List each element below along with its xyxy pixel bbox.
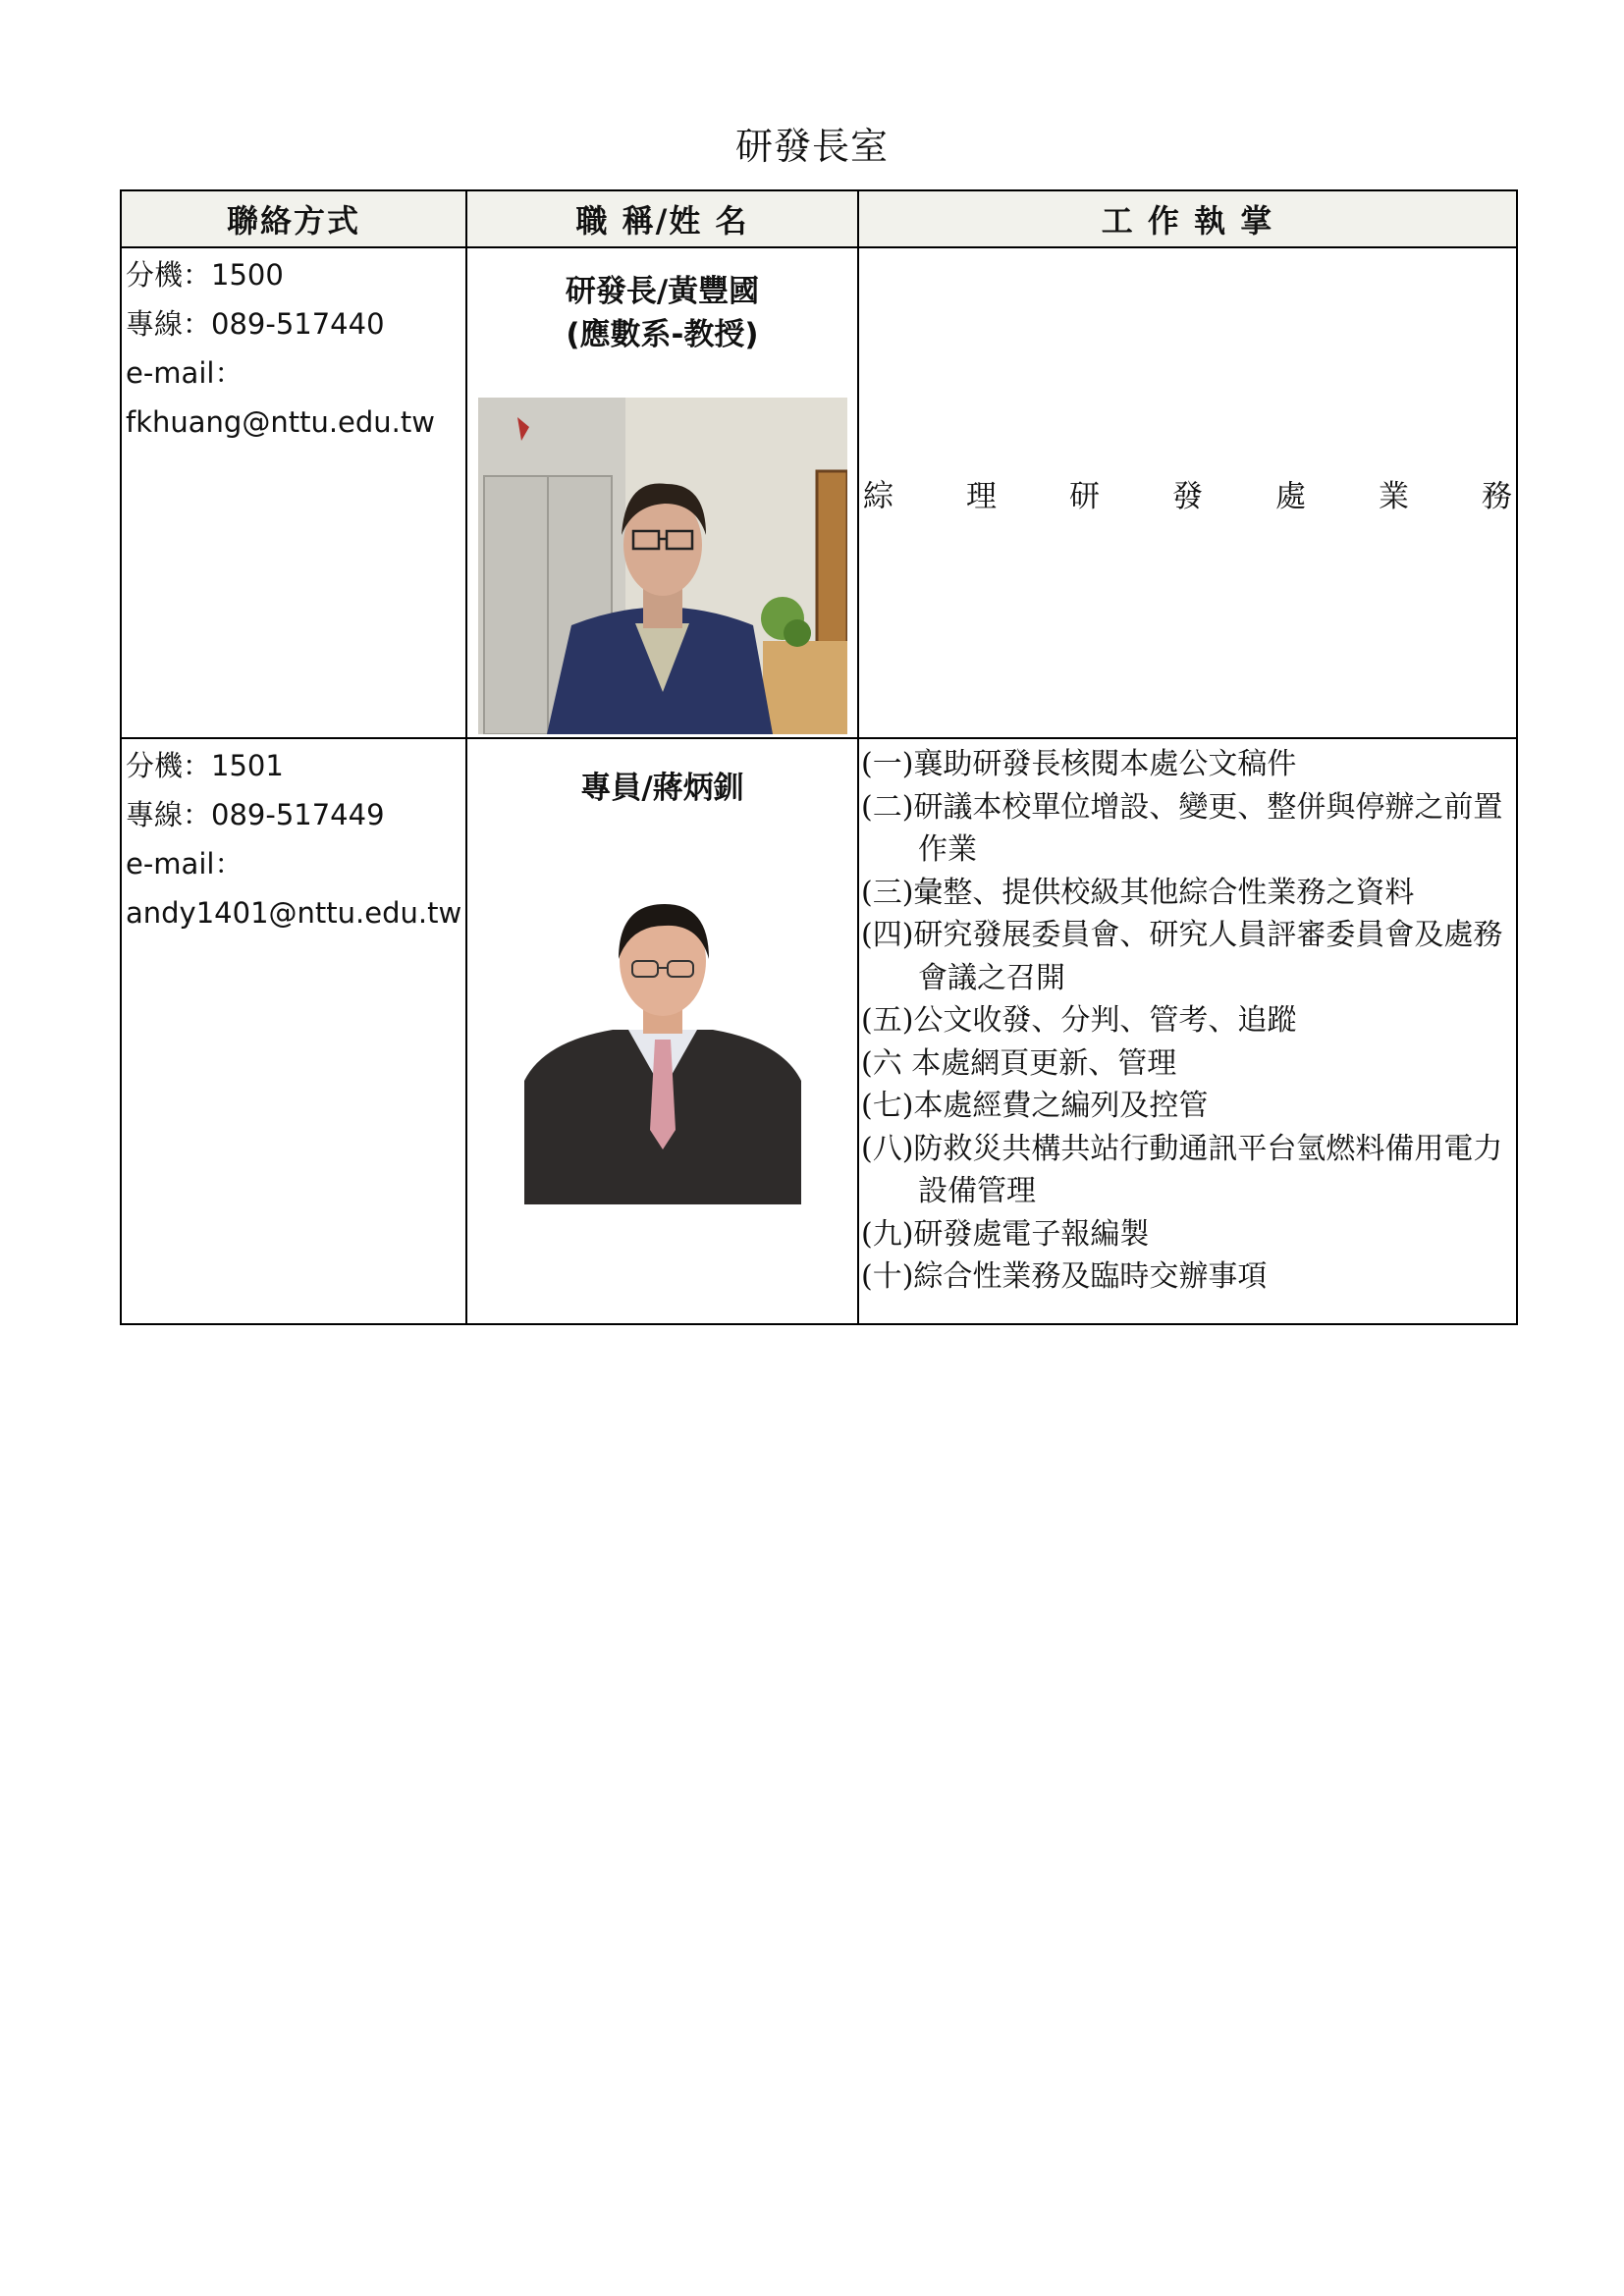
- table-row: [121, 247, 1517, 738]
- page-title: 研發長室: [734, 125, 889, 168]
- duty-char: 發: [1172, 478, 1203, 514]
- phone-line-text: 專線：089-517449: [126, 798, 385, 831]
- duty-char: 研: [1069, 478, 1100, 514]
- duty-item: (一)襄助研發長核閱本處公文稿件: [861, 747, 1297, 781]
- duty-summary: [863, 471, 1512, 515]
- staff-table: [120, 189, 1518, 1325]
- duty-item: (五)公文收發、分判、管考、追蹤: [861, 1003, 1297, 1038]
- person-subtitle: (應數系-教授): [566, 317, 759, 352]
- duty-item: (四)研究發展委員會、研究人員評審委員會及處務會議之召開: [861, 918, 1503, 995]
- duty-list-cell: [858, 738, 1517, 1324]
- table-row: [121, 738, 1517, 1324]
- contact-cell: [121, 738, 466, 1324]
- extension-text: 分機：1501: [126, 749, 284, 782]
- contact-cell: [121, 247, 466, 738]
- extension-text: 分機：1500: [126, 258, 284, 292]
- duty-item: (三)彙整、提供校級其他綜合性業務之資料: [861, 875, 1415, 910]
- duty-item: (六 本處網頁更新、管理: [861, 1045, 1177, 1081]
- header-contact: 聯絡方式: [121, 190, 466, 247]
- duty-item: (七)本處經費之編列及控管: [861, 1089, 1209, 1123]
- header-duties: 工 作 執 掌: [858, 190, 1517, 247]
- duty-char: 處: [1275, 478, 1306, 514]
- duty-item: (九)研發處電子報編製: [861, 1216, 1150, 1252]
- phone-line-text: 專線：089-517440: [126, 307, 385, 341]
- duty-cell: [858, 247, 1517, 738]
- portrait-photo: [524, 884, 801, 1204]
- portrait-photo: [478, 398, 847, 734]
- email-label: e-mail：: [126, 356, 244, 390]
- person-title: 專員/蔣炳釧: [580, 771, 744, 806]
- duty-item: (十)綜合性業務及臨時交辦事項: [861, 1259, 1268, 1294]
- duty-char: 理: [966, 478, 997, 514]
- person-cell: [466, 247, 858, 738]
- table-header-row: [121, 190, 1517, 247]
- person-title: 研發長/黃豐國: [565, 274, 760, 309]
- duty-char: 綜: [863, 478, 893, 514]
- duty-item: (八)防救災共構共站行動通訊平台氫燃料備用電力設備管理: [861, 1131, 1503, 1208]
- person-cell: [466, 738, 858, 1324]
- email-text: andy1401@nttu.edu.tw: [126, 896, 462, 930]
- duty-char: 業: [1379, 478, 1409, 514]
- duty-item: (二)研議本校單位增設、變更、整併與停辦之前置作業: [861, 789, 1503, 867]
- email-text: fkhuang@nttu.edu.tw: [126, 405, 435, 439]
- duty-char: 務: [1482, 478, 1512, 514]
- header-title-name: 職 稱/姓 名: [466, 190, 858, 247]
- email-label: e-mail：: [126, 847, 244, 881]
